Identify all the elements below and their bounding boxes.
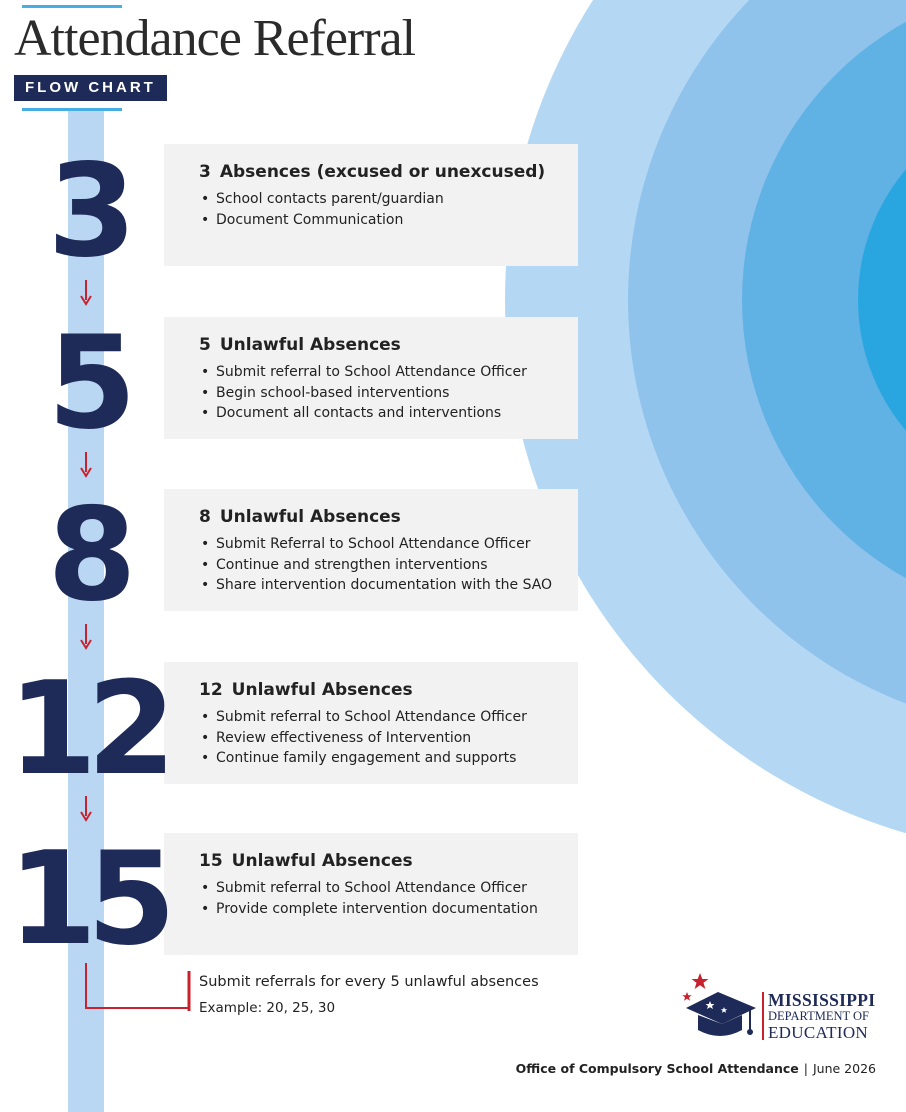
note-text: Submit referrals for every 5 unlawful absences bbox=[199, 974, 539, 990]
arrow-down-icon bbox=[80, 280, 92, 306]
bullet-list bbox=[199, 878, 578, 919]
bullet-item: • Begin school-based interventions bbox=[199, 383, 578, 404]
arrow-down-icon bbox=[80, 624, 92, 650]
arrow-down-icon bbox=[80, 452, 92, 478]
step-card-title bbox=[199, 680, 578, 700]
arrow-down-icon bbox=[80, 796, 92, 822]
step-number-3: 3 bbox=[47, 137, 127, 286]
footer-separator: | bbox=[803, 1061, 808, 1076]
footer-date: June 2026 bbox=[812, 1061, 876, 1076]
bullet-list bbox=[199, 534, 578, 596]
step-card-5 bbox=[164, 317, 578, 439]
bullet-item: • Document Communication bbox=[199, 210, 578, 231]
step-card-title bbox=[199, 335, 578, 355]
bullet-item: • School contacts parent/guardian bbox=[199, 189, 578, 210]
step-card-3 bbox=[164, 144, 578, 266]
bullet-list bbox=[199, 707, 578, 769]
step-number-15: 15 bbox=[7, 825, 167, 974]
card-number: 5 bbox=[199, 335, 211, 355]
logo-line-2: DEPARTMENT OF bbox=[768, 1009, 870, 1023]
step-number-12: 12 bbox=[7, 655, 167, 804]
logo-divider bbox=[762, 992, 764, 1040]
mde-logo bbox=[680, 970, 890, 1048]
page-title: Attendance Referral bbox=[14, 10, 416, 67]
bullet-item: • Share intervention documentation with the SAO bbox=[199, 575, 578, 596]
card-title-text: Absences (excused or unexcused) bbox=[219, 162, 546, 182]
title-rule-bottom bbox=[22, 108, 122, 111]
step-number-5: 5 bbox=[47, 309, 127, 458]
bullet-item: • Provide complete intervention documentation bbox=[199, 899, 578, 920]
bracket-connector bbox=[84, 963, 194, 1011]
card-number: 12 bbox=[199, 680, 223, 700]
flow-chart-badge: FLOW CHART bbox=[14, 75, 167, 101]
logo-text bbox=[768, 991, 875, 1041]
card-title-text: Unlawful Absences bbox=[231, 680, 413, 700]
bullet-item: • Document all contacts and interventions bbox=[199, 403, 578, 424]
bullet-item: • Submit referral to School Attendance Officer bbox=[199, 707, 578, 728]
bullet-list bbox=[199, 362, 578, 424]
step-card-title bbox=[199, 851, 578, 871]
step-card-15 bbox=[164, 833, 578, 955]
card-number: 3 bbox=[199, 162, 211, 182]
step-card-title bbox=[199, 507, 578, 527]
bullet-item: • Submit Referral to School Attendance Officer bbox=[199, 534, 578, 555]
bullet-item: • Continue and strengthen interventions bbox=[199, 555, 578, 576]
step-card-title bbox=[199, 162, 578, 182]
bullet-list bbox=[199, 189, 578, 230]
note-example: Example: 20, 25, 30 bbox=[199, 1000, 336, 1016]
step-card-8 bbox=[164, 489, 578, 611]
card-title-text: Unlawful Absences bbox=[219, 507, 401, 527]
graduation-cap-stars-icon bbox=[680, 970, 770, 1048]
bullet-item: • Submit referral to School Attendance Officer bbox=[199, 878, 578, 899]
logo-line-1: MISSISSIPPI bbox=[768, 990, 876, 1010]
card-title-text: Unlawful Absences bbox=[219, 335, 401, 355]
bullet-item: • Continue family engagement and supports bbox=[199, 748, 578, 769]
step-number-8: 8 bbox=[47, 481, 127, 630]
bullet-item: • Submit referral to School Attendance Officer bbox=[199, 362, 578, 383]
card-number: 8 bbox=[199, 507, 211, 527]
logo-line-3: EDUCATION bbox=[768, 1023, 868, 1042]
footer bbox=[516, 1061, 876, 1076]
step-card-12 bbox=[164, 662, 578, 784]
bullet-item: • Review effectiveness of Intervention bbox=[199, 728, 578, 749]
card-title-text: Unlawful Absences bbox=[231, 851, 413, 871]
card-number: 15 bbox=[199, 851, 223, 871]
footer-office: Office of Compulsory School Attendance bbox=[515, 1061, 799, 1076]
